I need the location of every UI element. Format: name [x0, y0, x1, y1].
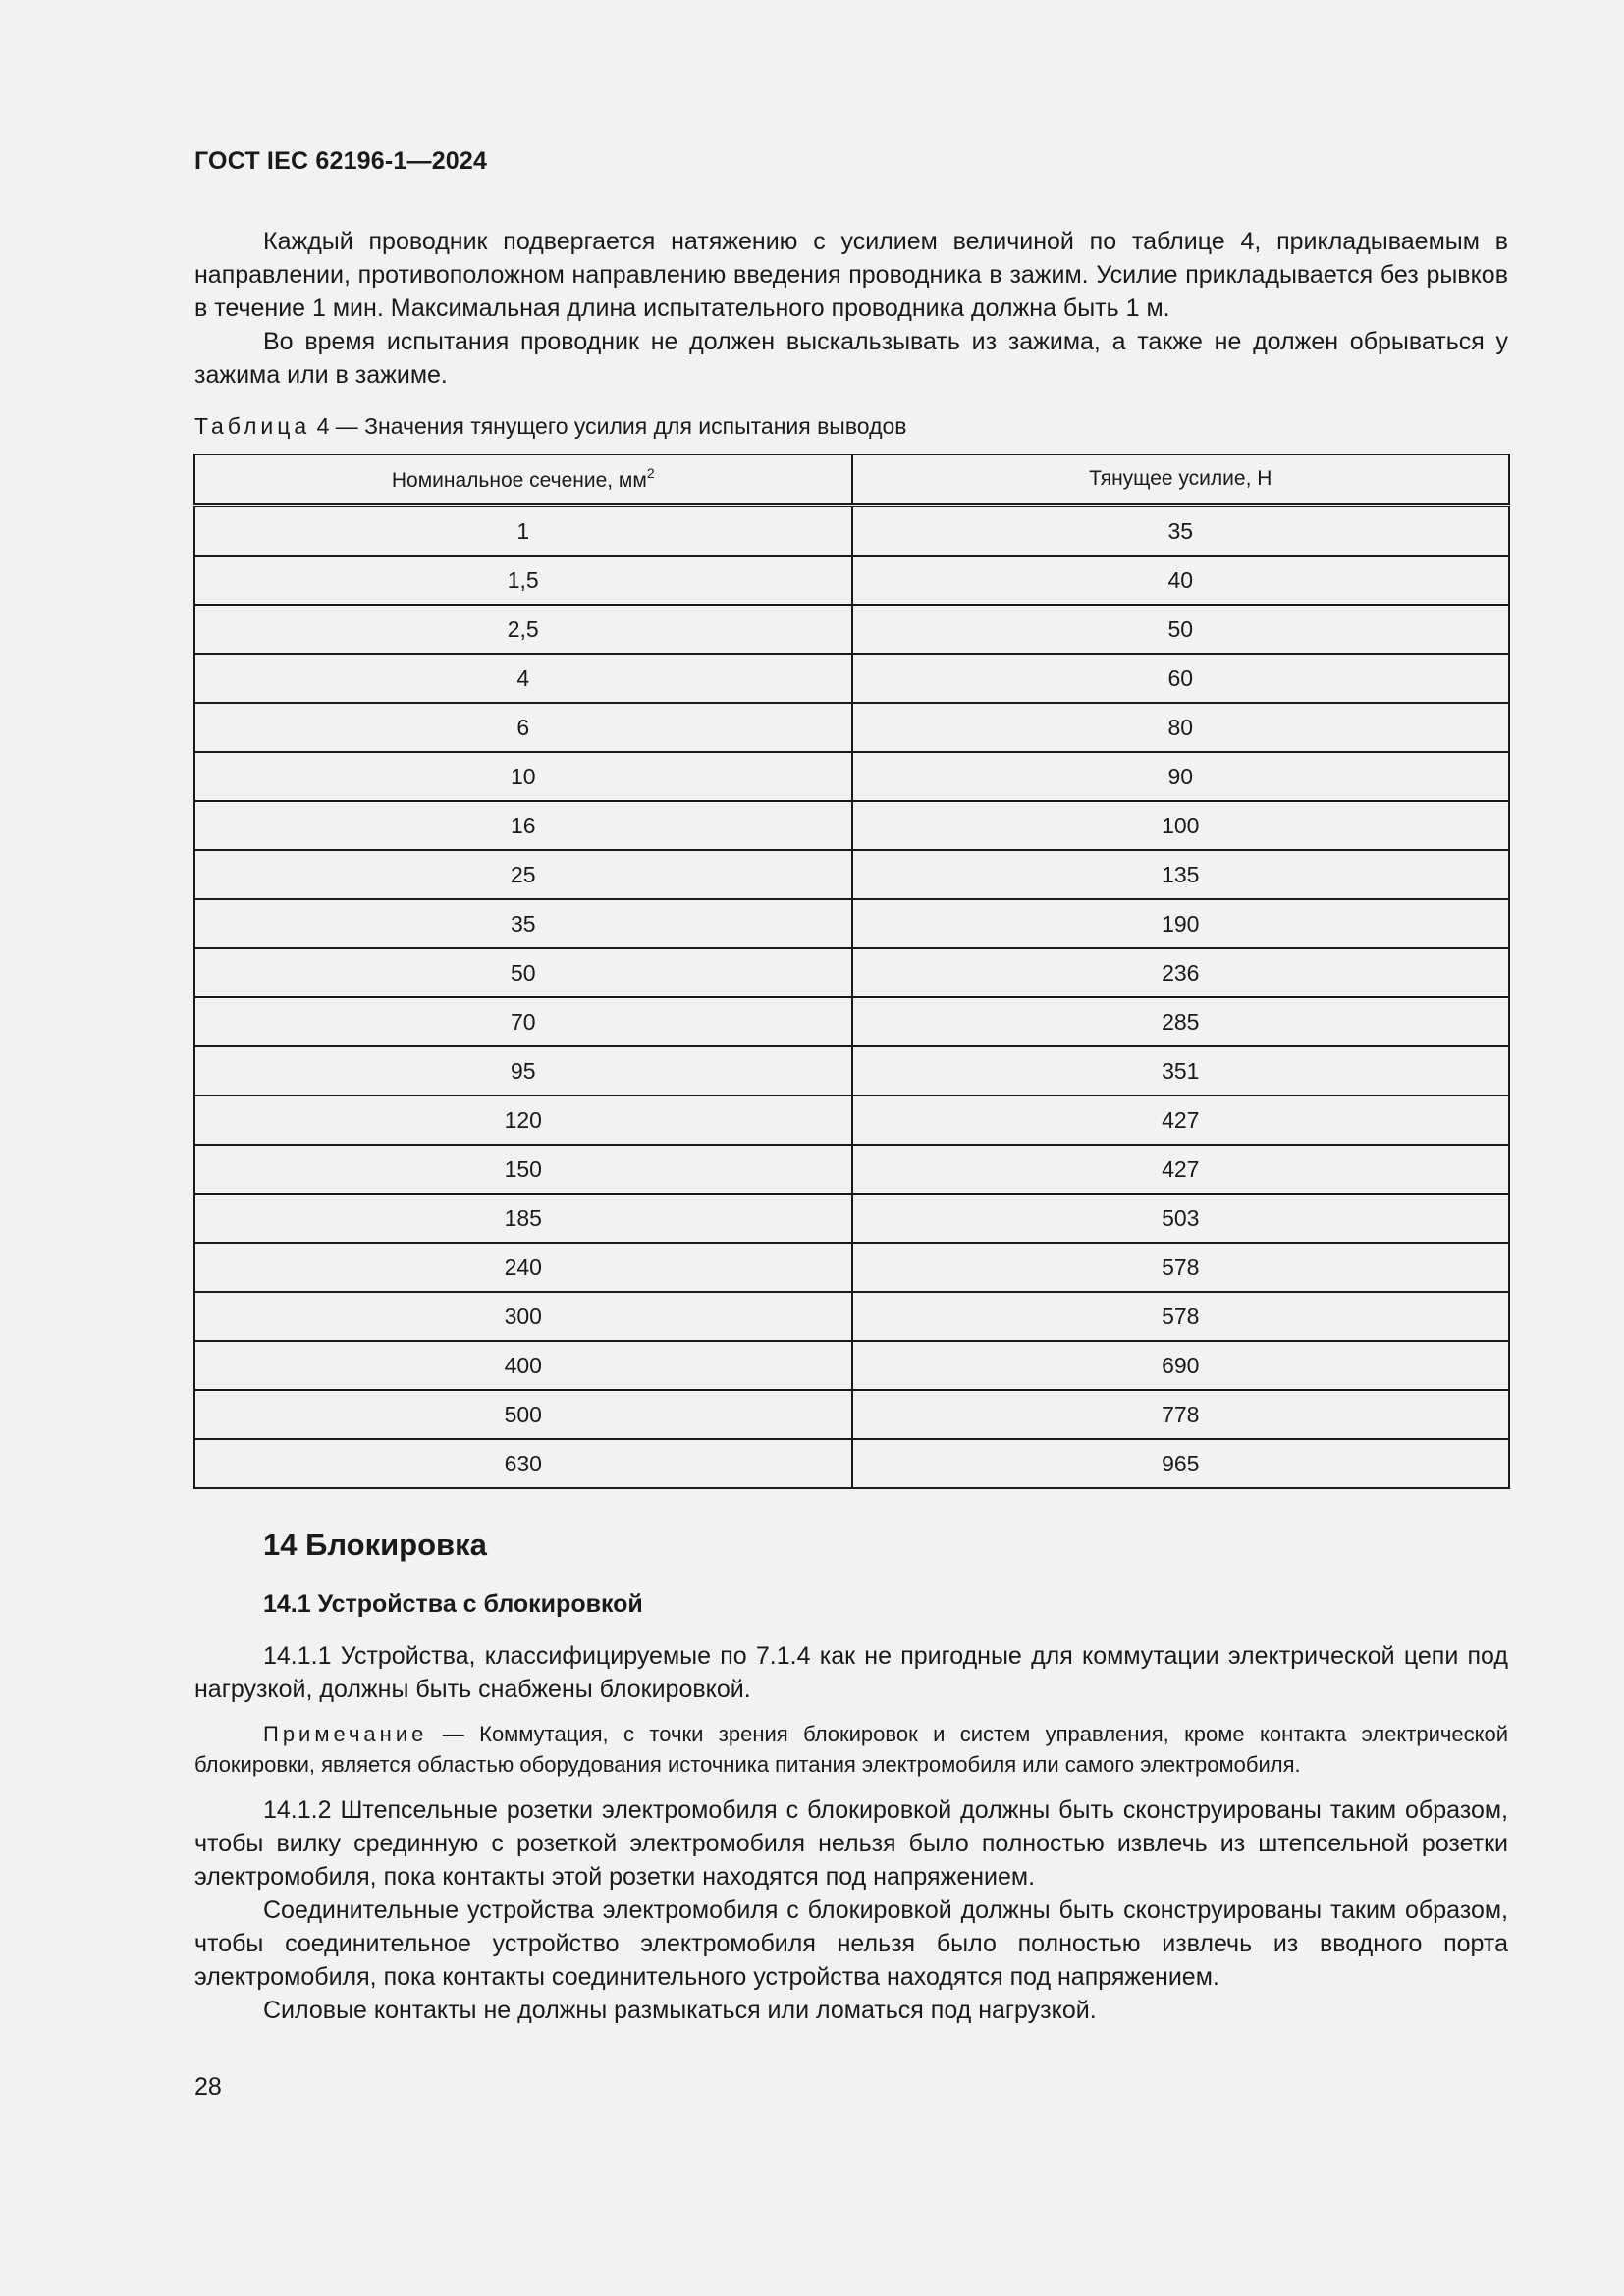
header-cross-section: Номинальное сечение, $мм^2$ [194, 454, 852, 506]
clause-14-1-2-para-3: Силовые контакты не должны размыкаться или ломаться под нагрузкой. [263, 1997, 1097, 2024]
note-block [194, 1719, 1508, 1780]
pull-force-cell: 578 [852, 1243, 1510, 1292]
pull-force-cell: 190 [852, 899, 1510, 948]
cross-section-cell: 1 [194, 506, 852, 557]
pull-force-cell: 40 [852, 556, 1510, 605]
cross-section-cell: 240 [194, 1243, 852, 1292]
header-pull-force: Тянущее усилие, Н [852, 454, 1510, 506]
table-row [194, 1243, 1509, 1292]
table-row [194, 556, 1509, 605]
pull-force-cell: 100 [852, 801, 1510, 850]
cross-section-cell: 10 [194, 752, 852, 801]
table-row [194, 997, 1509, 1046]
clause-14-1-2-para-2: Соединительные устройства электромобиля с блокировкой должны быть сконструированы таким образом, чтобы соединительное устройство электромобиля нельзя было полностью извлечь из вводного порта электромобиля, пока контакты соединительного устройства находятся под напряжением. [194, 1896, 1508, 1991]
intro-paragraph-2: Во время испытания проводник не должен выскальзывать из зажима, а также не должен обрываться у зажима или в зажиме. [194, 328, 1508, 389]
table-body [194, 506, 1509, 1489]
pull-force-table [193, 454, 1510, 1489]
intro-text [194, 225, 1508, 392]
cross-section-cell: 70 [194, 997, 852, 1046]
table-row [194, 1341, 1509, 1390]
cross-section-cell: 16 [194, 801, 852, 850]
pull-force-cell: 427 [852, 1095, 1510, 1145]
pull-force-cell: 285 [852, 997, 1510, 1046]
cross-section-cell: 400 [194, 1341, 852, 1390]
table-row [194, 605, 1509, 654]
table-row [194, 1145, 1509, 1194]
table-row [194, 850, 1509, 899]
subsection-heading: 14.1 Устройства с блокировкой [263, 1590, 643, 1618]
table-row [194, 1194, 1509, 1243]
pull-force-cell: 965 [852, 1439, 1510, 1488]
table-row [194, 1046, 1509, 1095]
cross-section-cell: 630 [194, 1439, 852, 1488]
pull-force-cell: 778 [852, 1390, 1510, 1439]
table-row [194, 1439, 1509, 1488]
pull-force-cell: 236 [852, 948, 1510, 997]
pull-force-cell: 351 [852, 1046, 1510, 1095]
section-heading: 14 Блокировка [263, 1527, 487, 1562]
cross-section-cell: 50 [194, 948, 852, 997]
cross-section-cell: 95 [194, 1046, 852, 1095]
pull-force-cell: 578 [852, 1292, 1510, 1341]
clause-14-1-1-text: 14.1.1 Устройства, классифицируемые по 7.1.4 как не пригодные для коммутации электрической цепи под нагрузкой, должны быть снабжены блокировкой. [194, 1642, 1508, 1703]
cross-section-cell: 150 [194, 1145, 852, 1194]
table-row [194, 506, 1509, 557]
intro-paragraph-1: Каждый проводник подвергается натяжению с усилием величиной по таблице 4, прикладываемым в направлении, противоположном направлению введения проводника в зажим. Усилие прикладывается без рывков в течение 1 мин. Максимальная длина испытательного проводника должна быть 1 м. [194, 228, 1508, 322]
pull-force-cell: 503 [852, 1194, 1510, 1243]
clause-14-1-2 [194, 1793, 1508, 2027]
table-row [194, 1292, 1509, 1341]
pull-force-cell: 135 [852, 850, 1510, 899]
cross-section-cell: 185 [194, 1194, 852, 1243]
pull-force-cell: 427 [852, 1145, 1510, 1194]
pull-force-cell: 690 [852, 1341, 1510, 1390]
note-text: Примечание — Коммутация, с точки зрения блокировок и систем управления, кроме контакта электрической блокировки, является областью оборудования источника питания электромобиля или самого электромобиля. [194, 1722, 1508, 1777]
page-number: 28 [194, 2073, 222, 2101]
cross-section-cell: 500 [194, 1390, 852, 1439]
note-label: Примечание [263, 1722, 428, 1746]
table-row [194, 899, 1509, 948]
clause-14-1-2-para-1: 14.1.2 Штепсельные розетки электромобиля с блокировкой должны быть сконструированы таким образом, чтобы вилку срединную с розеткой электромобиля нельзя было полностью извлечь из штепсельной розетки электромобиля, пока контакты этой розетки находятся под напряжением. [194, 1796, 1508, 1891]
table-row [194, 801, 1509, 850]
pull-force-cell: 60 [852, 654, 1510, 703]
pull-force-cell: 90 [852, 752, 1510, 801]
table-caption-label: Таблица [194, 413, 311, 439]
table-row [194, 654, 1509, 703]
pull-force-cell: 80 [852, 703, 1510, 752]
clause-14-1-1 [194, 1639, 1508, 1706]
cross-section-cell: 4 [194, 654, 852, 703]
cross-section-cell: 6 [194, 703, 852, 752]
cross-section-cell: 1,5 [194, 556, 852, 605]
cross-section-cell: 300 [194, 1292, 852, 1341]
table-row [194, 1390, 1509, 1439]
table-row [194, 752, 1509, 801]
pull-force-cell: 35 [852, 506, 1510, 557]
cross-section-cell: 35 [194, 899, 852, 948]
table-row [194, 1095, 1509, 1145]
cross-section-cell: 25 [194, 850, 852, 899]
cross-section-cell: 120 [194, 1095, 852, 1145]
table-caption-text: 4 — Значения тянущего усилия для испытания выводов [316, 413, 907, 439]
table-row [194, 948, 1509, 997]
table-row [194, 703, 1509, 752]
cross-section-cell: 2,5 [194, 605, 852, 654]
standard-header: ГОСТ IEC 62196-1—2024 [194, 147, 488, 175]
pull-force-cell: 50 [852, 605, 1510, 654]
table-header-row [194, 454, 1509, 506]
table-caption [194, 410, 907, 442]
